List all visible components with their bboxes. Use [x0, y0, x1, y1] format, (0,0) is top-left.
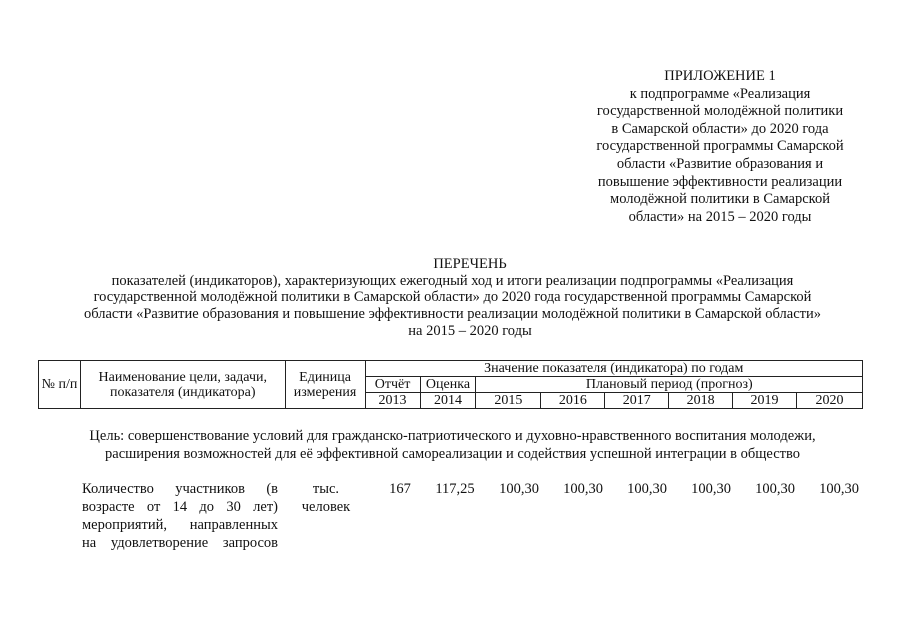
heading-line: области «Развитие образования и повышение эффективности реализации молодёжной политики в Самарской области» [83, 306, 821, 323]
appendix-block [540, 68, 900, 226]
col-report: Отчёт [365, 377, 420, 393]
heading-title: ПЕРЕЧЕНЬ [433, 256, 507, 272]
appendix-line: государственной программы Самарской [596, 138, 844, 155]
value-2017: 100,30 [627, 481, 667, 497]
appendix-line: молодёжной политики в Самарской [610, 191, 830, 208]
goal-line: расширения возможностей для её эффективной самореализации и содействия успешной интеграции в общество [105, 446, 800, 462]
indicator-name-line: Количество участников (в [82, 481, 278, 497]
col-plan-period: Плановый период (прогноз) [476, 377, 863, 393]
appendix-line: к подпрограмме «Реализация [629, 85, 811, 102]
heading-line: на 2015 – 2020 годы [408, 322, 532, 339]
col-unit: Единица измерения [285, 361, 365, 409]
indicator-unit [290, 480, 362, 516]
col-name: Наименование цели, задачи, показателя (индикатора) [80, 361, 285, 409]
goal-statement [0, 427, 905, 463]
value-2019: 100,30 [755, 481, 795, 497]
heading-line: показателей (индикаторов), характеризующих ежегодный ход и итоги реализации подпрограммы «Реализация [111, 272, 794, 289]
appendix-line: государственной молодёжной политики [596, 103, 844, 120]
year-cell: 2017 [605, 393, 669, 409]
indicator-name-line: возрасте от 14 до 30 лет) [82, 499, 278, 515]
col-values-header: Значение показателя (индикатора) по годам [365, 361, 862, 377]
year-cell: 2014 [420, 393, 476, 409]
unit-line: тыс. [312, 481, 340, 497]
appendix-line: в Самарской области» до 2020 года [611, 120, 829, 137]
col-number: № п/п [39, 361, 81, 409]
heading-line: государственной молодёжной политики в Самарской области» до 2020 года государственной программы Самарской [93, 289, 812, 306]
year-cell: 2020 [797, 393, 863, 409]
goal-line: Цель: совершенствование условий для гражданско-патриотического и духовно-нравственного воспитания молодежи, [89, 428, 816, 444]
value-2018: 100,30 [691, 481, 731, 497]
indicator-table-header [38, 360, 863, 409]
value-2015: 100,30 [499, 481, 539, 497]
document-heading [0, 256, 905, 340]
value-2014: 117,25 [435, 481, 475, 497]
year-cell: 2019 [733, 393, 797, 409]
unit-line: человек [301, 499, 351, 515]
appendix-line: области» на 2015 – 2020 годы [628, 208, 812, 225]
value-2020: 100,30 [819, 481, 859, 497]
year-cell: 2018 [669, 393, 733, 409]
appendix-line: области «Развитие образования и [616, 155, 824, 172]
appendix-line: ПРИЛОЖЕНИЕ 1 [664, 68, 776, 84]
indicator-name-line: на удовлетворение запросов [82, 535, 278, 551]
indicator-name-line: мероприятий, направленных [82, 517, 278, 533]
indicator-name [82, 480, 278, 552]
appendix-line: повышение эффективности реализации [597, 173, 843, 190]
col-estimate: Оценка [420, 377, 476, 393]
year-cell: 2015 [476, 393, 541, 409]
year-cell: 2013 [365, 393, 420, 409]
year-cell: 2016 [541, 393, 605, 409]
value-2016: 100,30 [563, 481, 603, 497]
value-2013: 167 [389, 481, 411, 497]
